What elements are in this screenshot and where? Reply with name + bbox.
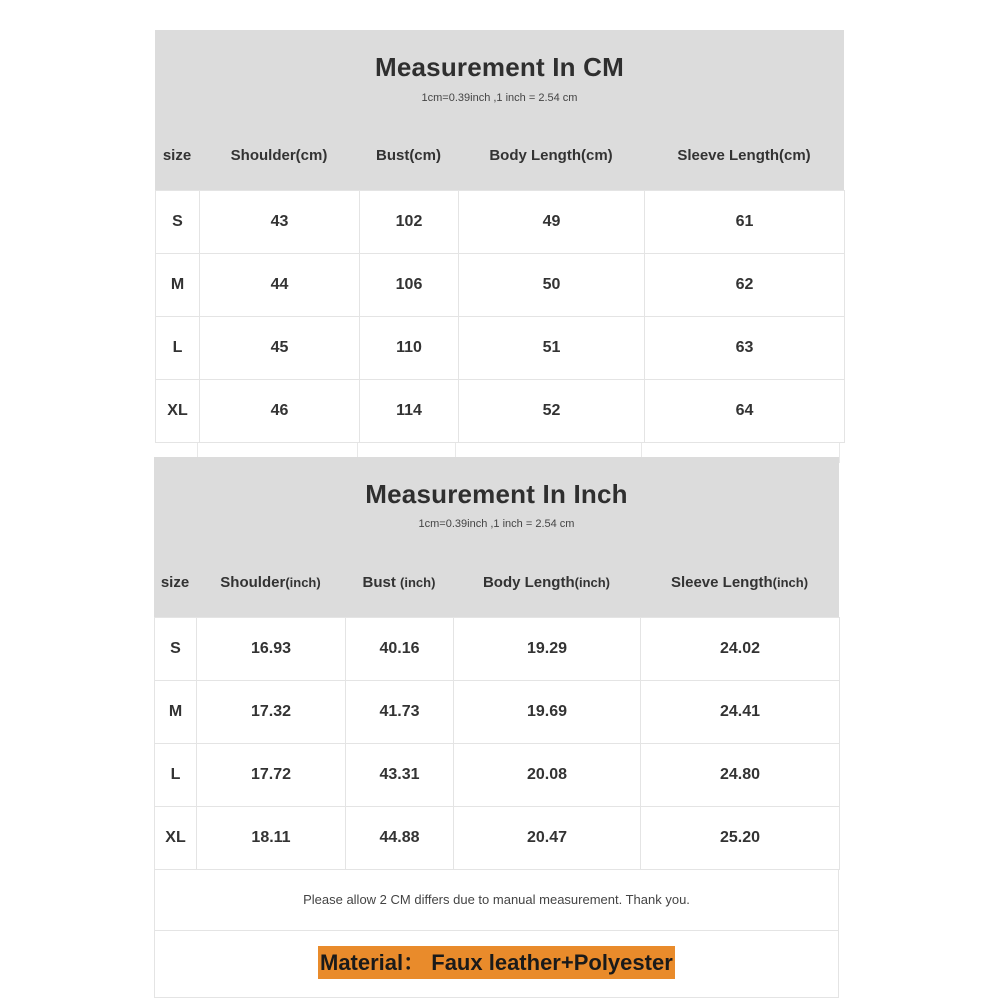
table-row <box>155 744 840 807</box>
col-header-size: size <box>162 147 192 164</box>
cell-shoulder: 46 <box>200 380 360 443</box>
cell-bust: 41.73 <box>346 681 454 744</box>
inch-conversion-note: 1cm=0.39inch ,1 inch = 2.54 cm <box>418 518 575 530</box>
col-header-shoulder-label: Shoulder <box>220 574 286 591</box>
col-header-bust <box>345 567 453 599</box>
cell-size: XL <box>155 807 197 870</box>
cell-shoulder: 18.11 <box>197 807 346 870</box>
cell-body-length: 20.08 <box>454 744 641 807</box>
col-header-shoulder <box>196 567 345 599</box>
cell-size: M <box>156 254 200 317</box>
cell-body-length: 19.29 <box>454 618 641 681</box>
cell-shoulder: 17.72 <box>197 744 346 807</box>
cell-shoulder: 44 <box>200 254 360 317</box>
cell-sleeve-length: 63 <box>645 317 845 380</box>
col-header-bust: Bust(cm) <box>375 147 441 164</box>
cell-body-length: 49 <box>459 191 645 254</box>
col-header-sleeve-length-label: Sleeve Length <box>670 574 773 591</box>
col-header-body-length: Body Length(cm) <box>489 147 613 164</box>
cell-shoulder: 45 <box>200 317 360 380</box>
col-header-sleeve-length <box>640 567 839 599</box>
cm-table-header <box>155 30 844 190</box>
cell-body-length: 51 <box>459 317 645 380</box>
table-row <box>155 807 840 870</box>
col-header-bust-label: Bust <box>362 574 401 591</box>
inch-table-header <box>154 457 839 617</box>
cm-column-headers <box>155 140 844 172</box>
table-row <box>155 681 840 744</box>
cell-sleeve-length: 25.20 <box>641 807 840 870</box>
cell-shoulder: 16.93 <box>197 618 346 681</box>
cell-shoulder: 43 <box>200 191 360 254</box>
col-header-shoulder-unit: (inch) <box>285 575 321 590</box>
cell-bust: 110 <box>360 317 459 380</box>
cell-bust: 102 <box>360 191 459 254</box>
cell-sleeve-length: 24.41 <box>641 681 840 744</box>
inch-column-headers <box>154 567 839 599</box>
cell-bust: 44.88 <box>346 807 454 870</box>
cm-measurement-table <box>155 30 844 463</box>
cell-body-length: 20.47 <box>454 807 641 870</box>
cell-size: M <box>155 681 197 744</box>
gap-divider <box>839 443 840 463</box>
inch-table-title: Measurement In Inch <box>365 479 628 509</box>
col-header-body-length-label: Body Length <box>482 574 575 591</box>
cell-size: S <box>156 191 200 254</box>
table-row <box>156 380 845 443</box>
cell-bust: 43.31 <box>346 744 454 807</box>
inch-data-grid <box>154 617 840 870</box>
cm-data-grid <box>155 190 845 443</box>
col-header-size: size <box>160 574 190 591</box>
col-header-sleeve-length: Sleeve Length(cm) <box>677 147 811 164</box>
col-header-body-length <box>453 567 640 599</box>
cell-sleeve-length: 61 <box>645 191 845 254</box>
cell-shoulder: 17.32 <box>197 681 346 744</box>
inch-measurement-table <box>154 457 839 998</box>
cm-table-title: Measurement In CM <box>374 52 624 82</box>
cell-body-length: 52 <box>459 380 645 443</box>
col-header-shoulder: Shoulder(cm) <box>230 147 328 164</box>
cell-size: L <box>156 317 200 380</box>
material-label: Material： Faux leather+Polyester <box>318 946 675 979</box>
cell-bust: 106 <box>360 254 459 317</box>
table-row <box>156 191 845 254</box>
cell-body-length: 19.69 <box>454 681 641 744</box>
material-row <box>154 931 839 998</box>
measurement-disclaimer: Please allow 2 CM differs due to manual measurement. Thank you. <box>154 870 839 931</box>
cm-conversion-note: 1cm=0.39inch ,1 inch = 2.54 cm <box>421 92 578 104</box>
table-row <box>156 317 845 380</box>
cell-bust: 114 <box>360 380 459 443</box>
table-row <box>155 618 840 681</box>
cell-sleeve-length: 62 <box>645 254 845 317</box>
table-row <box>156 254 845 317</box>
cell-size: XL <box>156 380 200 443</box>
cell-body-length: 50 <box>459 254 645 317</box>
cell-sleeve-length: 24.02 <box>641 618 840 681</box>
cell-bust: 40.16 <box>346 618 454 681</box>
col-header-sleeve-length-unit: (inch) <box>772 575 809 590</box>
col-header-bust-unit: (inch) <box>400 575 436 590</box>
cell-size: L <box>155 744 197 807</box>
cell-sleeve-length: 24.80 <box>641 744 840 807</box>
col-header-body-length-unit: (inch) <box>574 575 611 590</box>
cell-size: S <box>155 618 197 681</box>
cell-sleeve-length: 64 <box>645 380 845 443</box>
